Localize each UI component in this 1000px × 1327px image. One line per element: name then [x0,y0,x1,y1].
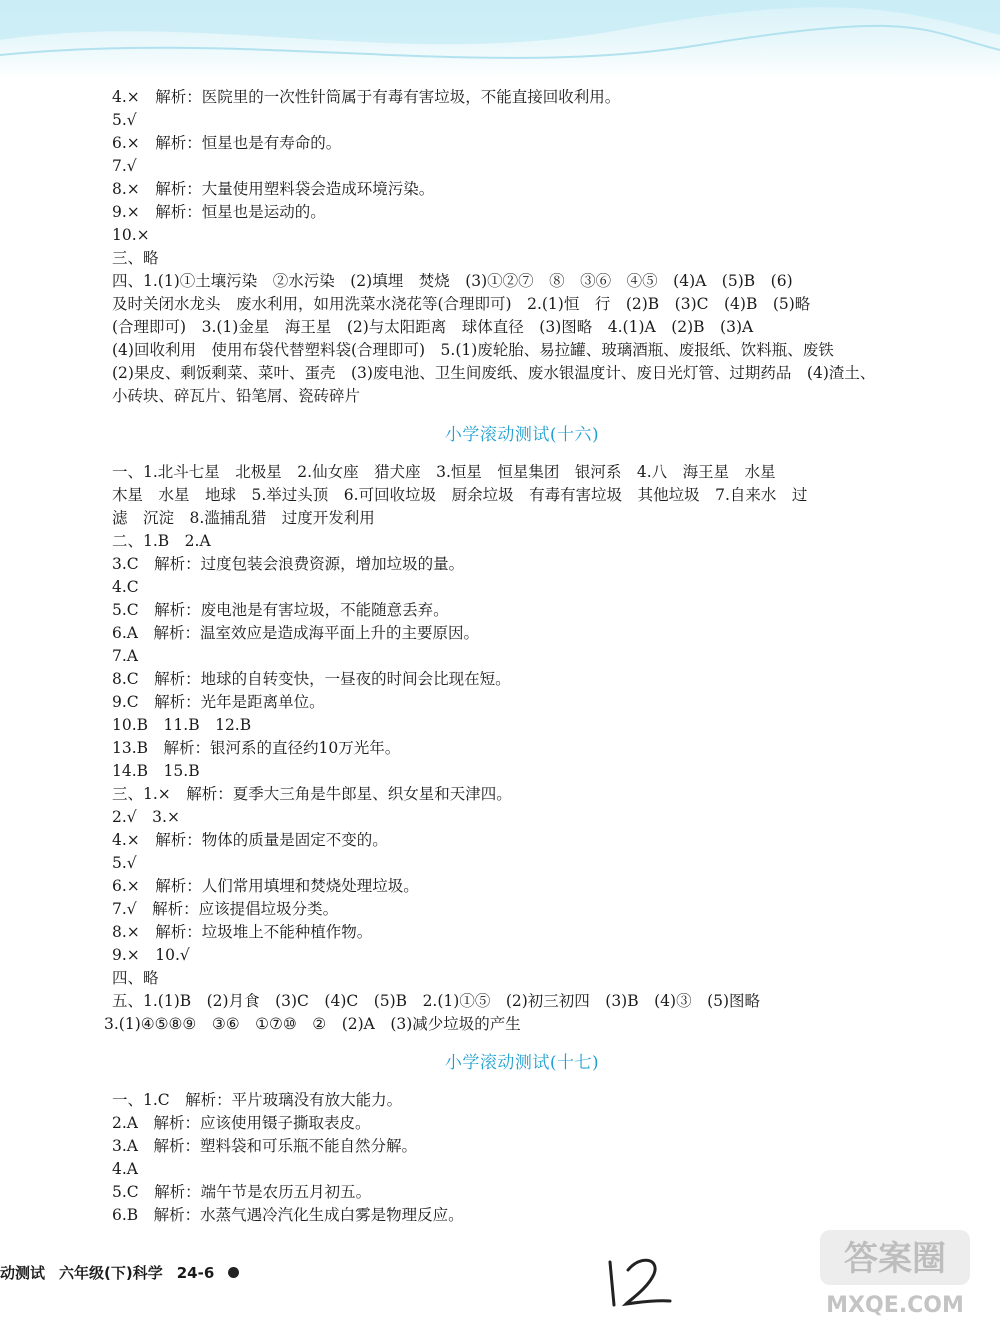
answer-line: (4)回收利用 使用布袋代替塑料袋(合理即可) 5.(1)废轮胎、易拉罐、玻璃酒瓶、废报纸、饮料瓶、废铁 [112,341,834,359]
answer-line: 二、1.B 2.A [112,532,211,550]
answer-line: 13.B 解析：银河系的直径约10万光年。 [112,739,401,757]
answer-line: 3.A 解析：塑料袋和可乐瓶不能自然分解。 [112,1137,417,1155]
answer-line: 4.C [112,578,139,596]
answer-line: 2.√ 3.× [112,808,180,826]
answer-line: 9.C 解析：光年是距离单位。 [112,693,325,711]
answer-line: 及时关闭水龙头 废水利用，如用洗菜水浇花等(合理即可) 2.(1)恒 行 (2)B (3)C (4)B (5)略 [112,295,811,313]
footer-series: 动测试 [0,1264,46,1282]
section-test17 [112,1089,932,1227]
handwritten-12-icon [600,1250,680,1310]
answer-line: 3.C 解析：过度包装会浪费资源，增加垃圾的量。 [112,555,465,573]
answer-line: 6.B 解析：水蒸气遇冷汽化生成白雾是物理反应。 [112,1206,464,1224]
answer-line: 4.× 解析：医院里的一次性针筒属于有毒有害垃圾，不能直接回收利用。 [112,88,621,106]
page-footer [0,1262,239,1283]
answer-line: (2)果皮、剩饭剩菜、菜叶、蛋壳 (3)废电池、卫生间废纸、废水银温度计、废日光灯管、过期药品 (4)渣土、 [112,364,876,382]
answer-line: 一、1.C 解析：平片玻璃没有放大能力。 [112,1091,403,1109]
answer-line: 四、略 [112,969,159,987]
answer-line: 7.√ 解析：应该提倡垃圾分类。 [112,900,339,918]
answer-line: 4.A [112,1160,138,1178]
watermark-url: MXQE.COM [826,1293,964,1318]
answer-line: 8.× 解析：垃圾堆上不能种植作物。 [112,923,373,941]
answer-line: 小砖块、碎瓦片、铅笔屑、瓷砖碎片 [112,387,361,405]
answer-line: 9.× 解析：恒星也是运动的。 [112,203,326,221]
handwritten-page-number [600,1250,680,1314]
answer-line: 8.C 解析：地球的自转变快，一昼夜的时间会比现在短。 [112,670,511,688]
answer-line: 7.√ [112,157,137,175]
section-title-test16: 小学滚动测试(十六) [444,425,600,445]
watermark-logo-text: 答案圈 [844,1239,946,1279]
answer-line: 四、1.(1)①土壤污染 ②水污染 (2)填埋 焚烧 (3)①②⑦ ⑧ ③⑥ ④⑤ (4)A (5)B (6) [112,272,793,290]
answer-line: 6.× 解析：恒星也是有寿命的。 [112,134,342,152]
watermark-logo [810,1222,980,1326]
bullet-dot-icon [228,1267,239,1278]
answer-content [104,86,932,1227]
decorative-header-band [0,0,1000,80]
answer-line: 7.A [112,647,138,665]
answer-line: 五、1.(1)B (2)月食 (3)C (4)C (5)B 2.(1)①⑤ (2)初三初四 (3)B (4)③ (5)图略 [112,992,761,1010]
answer-line: 5.C 解析：端午节是农历五月初五。 [112,1183,372,1201]
answer-line: 5.√ [112,854,137,872]
footer-page: 24-6 [176,1263,215,1282]
answer-line: 5.C 解析：废电池是有害垃圾，不能随意丢弃。 [112,601,449,619]
answer-line: 5.√ [112,111,137,129]
answer-line: 10.B 11.B 12.B [112,716,252,734]
answer-line: 木星 水星 地球 5.举过头顶 6.可回收垃圾 厨余垃圾 有毒有害垃圾 其他垃圾 7.自来水 过 [112,486,808,504]
section-test16 [104,461,932,1036]
answer-line: 2.A 解析：应该使用镊子撕取表皮。 [112,1114,371,1132]
answer-circle-logo-icon [810,1222,980,1322]
answer-line: 6.A 解析：温室效应是造成海平面上升的主要原因。 [112,624,479,642]
section-top [112,86,932,408]
answer-line: 三、1.× 解析：夏季大三角是牛郎星、织女星和天津四。 [112,785,512,803]
answer-line: (合理即可) 3.(1)金星 海王星 (2)与太阳距离 球体直径 (3)图略 4.(1)A (2)B (3)A [112,318,754,336]
answer-line: 9.× 10.√ [112,946,190,964]
section-title-test17: 小学滚动测试(十七) [444,1053,600,1073]
wave-decoration [0,0,1000,80]
answer-line: 一、1.北斗七星 北极星 2.仙女座 猎犬座 3.恒星 恒星集团 银河系 4.八 海王星 水星 [112,463,776,481]
answer-line: 8.× 解析：大量使用塑料袋会造成环境污染。 [112,180,435,198]
footer-grade: 六年级(下)科学 [59,1264,163,1282]
answer-line: 滤 沉淀 8.滥捕乱猎 过度开发利用 [112,509,375,527]
answer-line: 三、略 [112,249,159,267]
answer-line: 10.× [112,226,150,244]
answer-line: 6.× 解析：人们常用填埋和焚烧处理垃圾。 [112,877,419,895]
answer-line: 4.× 解析：物体的质量是固定不变的。 [112,831,388,849]
answer-line: 3.(1)④⑤⑧⑨ ③⑥ ①⑦⑩ ② (2)A (3)减少垃圾的产生 [104,1015,521,1033]
answer-line: 14.B 15.B [112,762,200,780]
